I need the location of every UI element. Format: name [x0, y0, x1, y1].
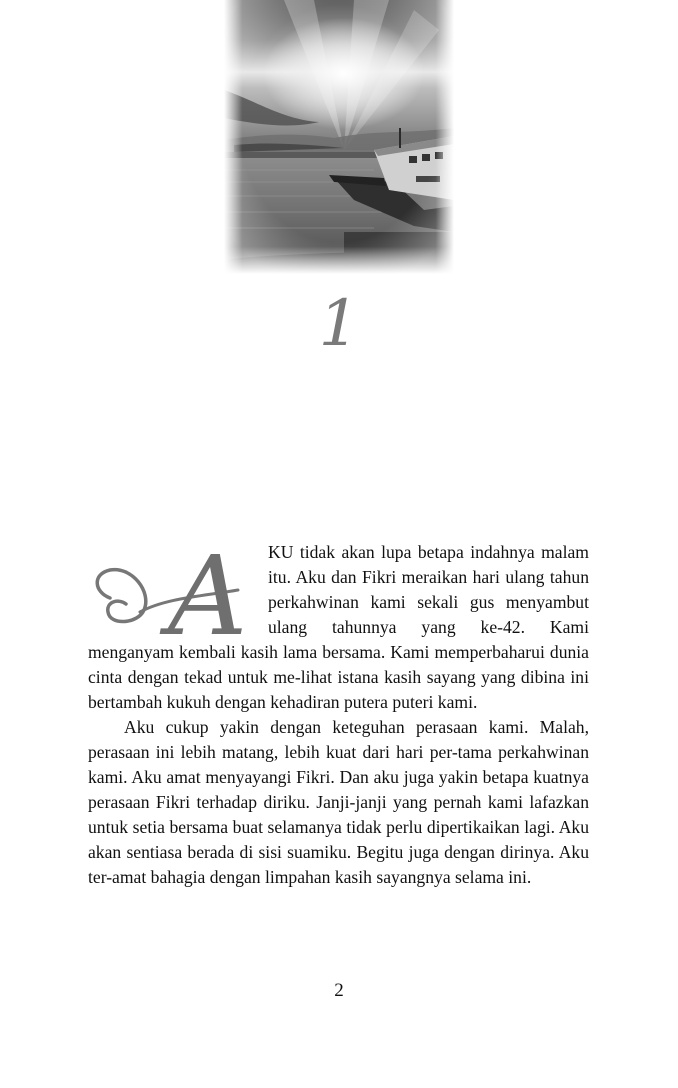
chapter-header-photo — [224, 0, 454, 274]
chapter-number: 1 — [318, 287, 360, 361]
paragraph: Aku cukup yakin dengan keteguhan perasaan kami. Malah, perasaan ini lebih matang, lebih kuat dari hari per-tama perkahwinan kami. Aku amat menyayangi Fikri. Dan aku juga yakin betapa kuatnya perasaan Fikri terhadap diriku. Janji-janji yang pernah kami lafazkan untuk setia bersama buat selamanya tidak perlu dipertikaikan lagi. Aku akan sentiasa berada di sisi suamiku. Begitu juga dengan dirinya. Aku ter-amat bahagia dengan limpahan kasih sayangnya selama ini. — [88, 717, 589, 887]
chapter-body — [88, 540, 589, 890]
svg-text:A: A — [168, 540, 248, 640]
paragraph — [88, 540, 589, 715]
paragraph-text: KU tidak akan lupa betapa indahnya malam itu. Aku dan Fikri meraikan hari ulang tahun perkahwinan kami sekali gus menyambut ulang tahunnya yang ke-42. Kami menganyam kembali kasih lama bersama. Kami memperbaharui dunia cinta dengan tekad untuk me-lihat istana kasih sayang yang dibina ini bertambah kukuh dengan kehadiran putera puteri kami. — [88, 542, 589, 712]
page-number: 2 — [334, 980, 344, 1001]
dropcap-letter — [88, 540, 264, 640]
